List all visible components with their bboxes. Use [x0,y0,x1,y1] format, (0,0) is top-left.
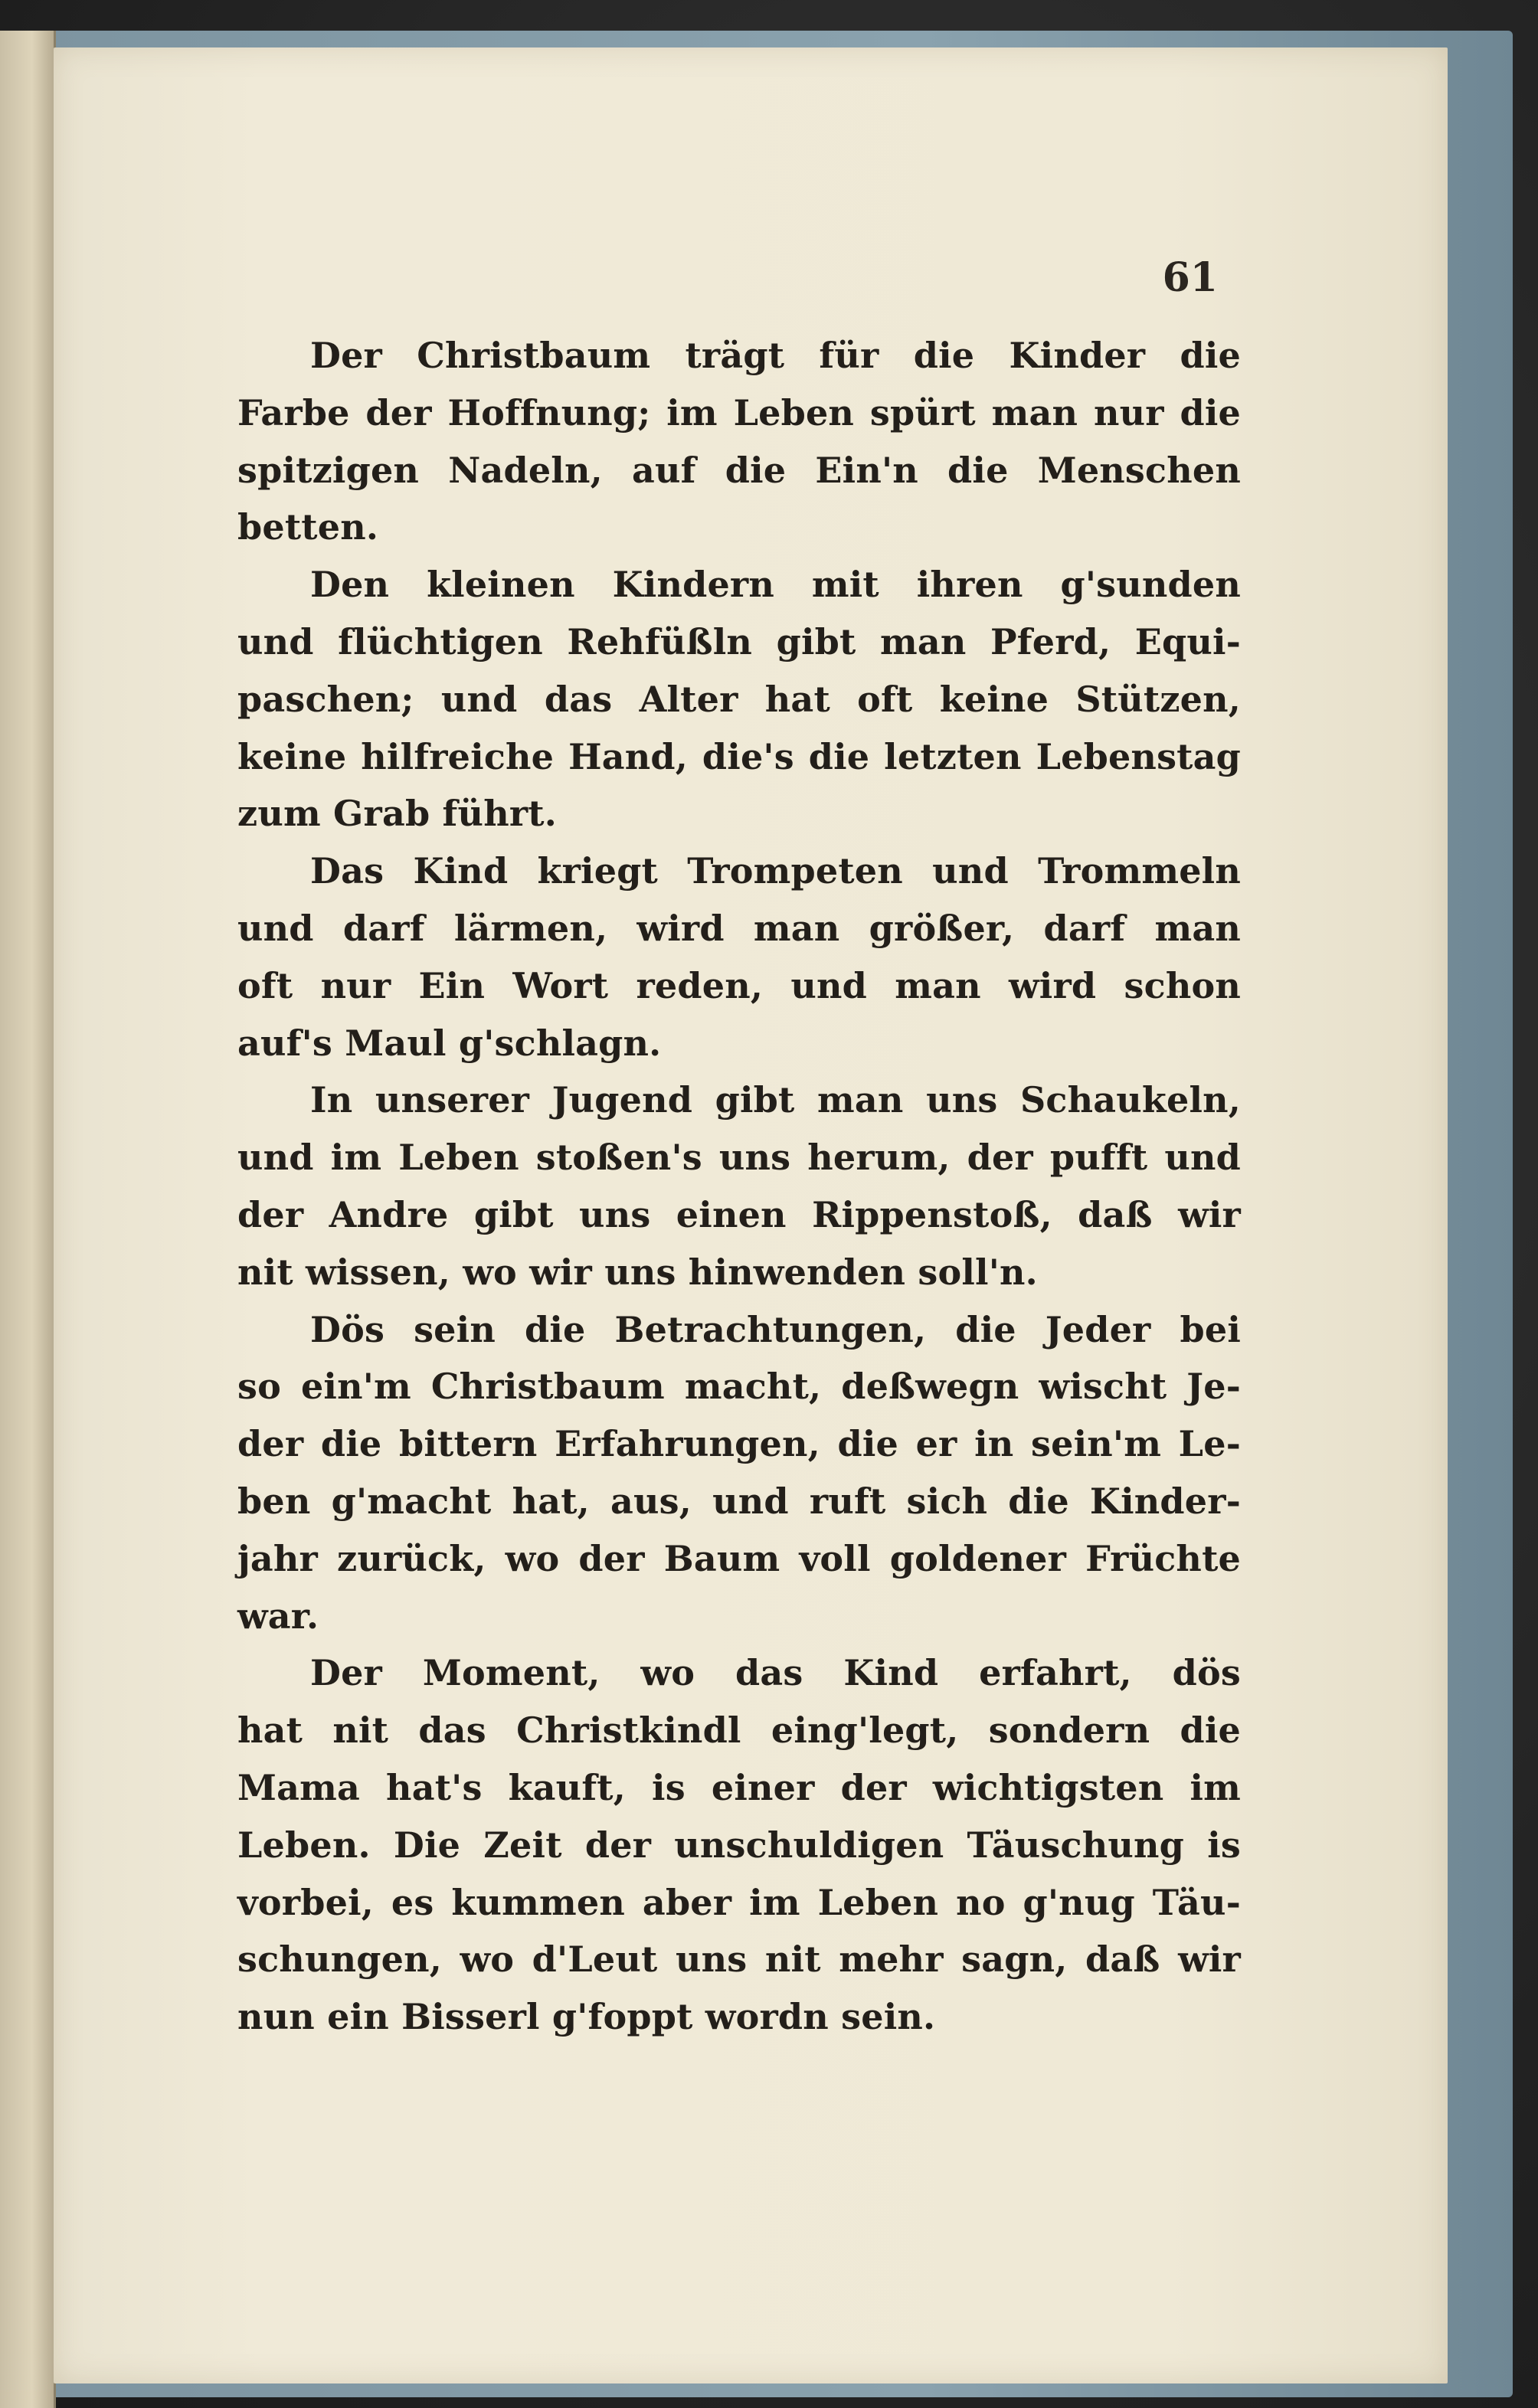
paragraph [237,556,1241,842]
text-line: keine hilfreiche Hand, die's die letzten Lebenstag [237,735,1241,777]
text-line: jahr zurück, wo der Baum voll goldener Früchte [237,1537,1241,1579]
text-line: oft nur Ein Wort reden, und man wird schon [237,964,1241,1006]
text-line: hat nit das Christkindl eing'legt, sondern die [237,1709,1241,1752]
text-line: so ein'm Christbaum macht, deßwegn wischt Je- [237,1366,1241,1408]
text-line: zum Grab führt. [237,793,557,835]
text-line: vorbei, es kummen aber im Leben no g'nug Täu- [237,1881,1241,1923]
text-line: nun ein Bisserl g'foppt wordn sein. [237,1996,936,2038]
text-line: betten. [237,506,379,548]
text-line: In unserer Jugend gibt man uns Schaukeln, [310,1079,1241,1121]
text-line: Farbe der Hoffnung; im Leben spürt man nur die [237,391,1241,434]
text-line: auf's Maul g'schlagn. [237,1022,662,1064]
text-line: der Andre gibt uns einen Rippenstoß, daß wir [237,1193,1241,1235]
text-line: Der Moment, wo das Kind erfahrt, dös [310,1652,1241,1694]
paragraph [237,1071,1241,1301]
book-page [54,47,1448,2383]
facing-page-edge [0,31,56,2408]
page-text [237,327,1241,2046]
paragraph [237,327,1241,556]
text-line: Das Kind kriegt Trompeten und Trommeln [310,850,1241,892]
text-line: und im Leben stoßen's uns herum, der pufft und [237,1137,1241,1179]
paragraph [237,1644,1241,2046]
text-line: nit wissen, wo wir uns hinwenden soll'n. [237,1251,1038,1293]
text-line: war. [237,1595,319,1637]
text-line: ben g'macht hat, aus, und ruft sich die Kinder- [237,1480,1241,1522]
paragraph [237,1301,1241,1645]
text-line: paschen; und das Alter hat oft keine Stützen, [237,678,1241,720]
text-line: Dös sein die Betrachtungen, die Jeder bei [310,1308,1241,1350]
text-line: Leben. Die Zeit der unschuldigen Täuschung is [237,1824,1241,1866]
text-line: spitzigen Nadeln, auf die Ein'n die Menschen [237,449,1241,491]
text-line: und flüchtigen Rehfüßln gibt man Pferd, Equi- [237,620,1241,663]
text-line: schungen, wo d'Leut uns nit mehr sagn, daß wir [237,1939,1241,1981]
paragraph [237,842,1241,1071]
text-line: Mama hat's kauft, is einer der wichtigsten im [237,1766,1241,1808]
page-number: 61 [1162,254,1218,301]
text-line: und darf lärmen, wird man größer, darf man [237,907,1241,949]
text-line: Den kleinen Kindern mit ihren g'sunden [310,564,1241,606]
text-line: der die bittern Erfahrungen, die er in sein'm Le- [237,1423,1241,1465]
text-line: Der Christbaum trägt für die Kinder die [310,335,1241,376]
